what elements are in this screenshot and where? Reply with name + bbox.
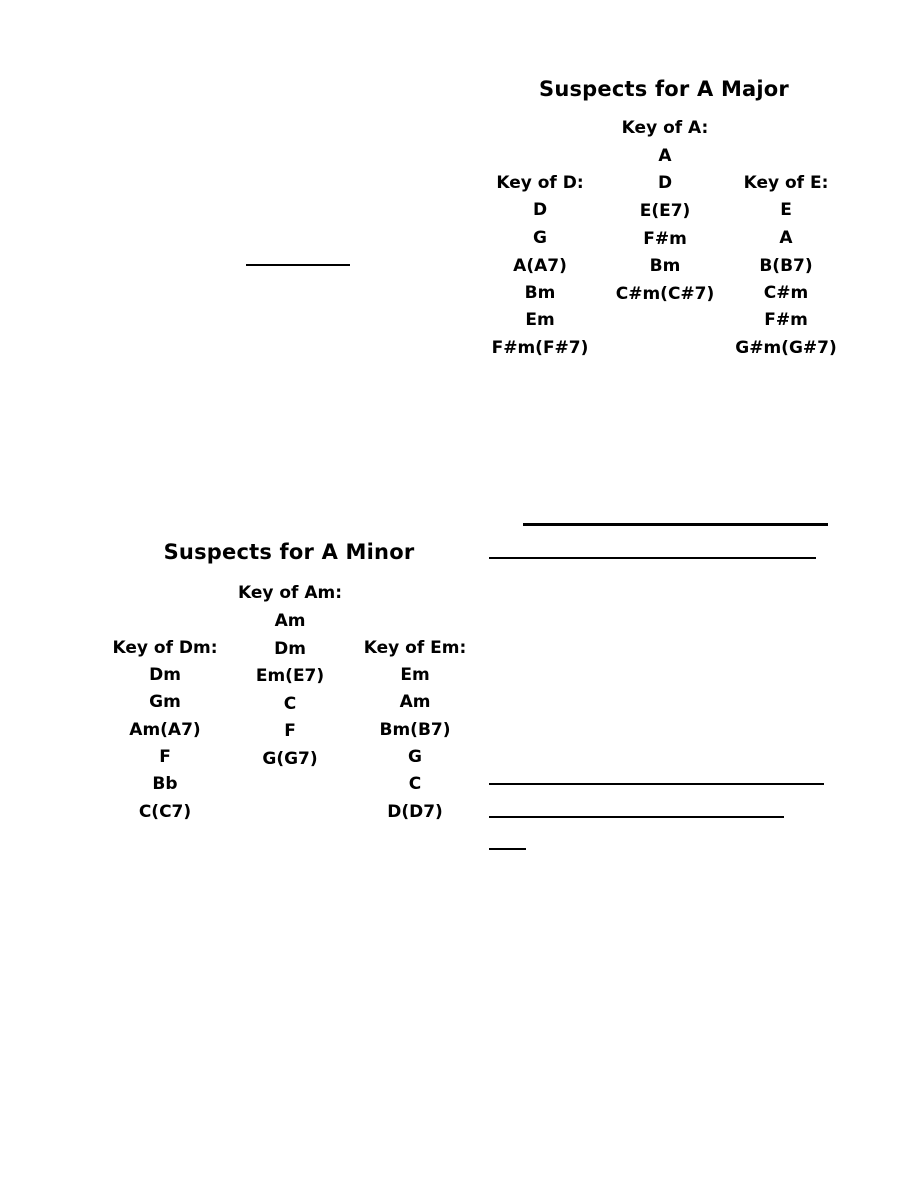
major-left-header: Key of D: (496, 173, 584, 193)
major-center-chord: D (657, 173, 673, 193)
major-center-chord: F#m (643, 229, 687, 249)
minor-left-chord: Am(A7) (129, 720, 201, 740)
major-left-chord: F#m(F#7) (491, 338, 589, 358)
rule-short-left (246, 264, 350, 266)
major-right-chord: G#m(G#7) (735, 338, 837, 358)
minor-right-chord: Bm(B7) (379, 720, 451, 740)
minor-center-chord: C (283, 694, 297, 714)
minor-right-chord: D(D7) (387, 802, 443, 822)
minor-right-chord: Em (400, 665, 430, 685)
major-right-chord: E (780, 200, 792, 220)
major-left-chord: G (533, 228, 547, 248)
major-left-chord: Em (525, 310, 555, 330)
minor-left-chord: C(C7) (138, 802, 192, 822)
major-center-chord: Bm (649, 256, 681, 276)
minor-right-chord: C (408, 774, 422, 794)
minor-center-chord: Dm (274, 639, 306, 659)
major-center-chord: E(E7) (639, 201, 691, 221)
major-center-chord: C#m(C#7) (615, 284, 715, 304)
major-left-chord: A(A7) (513, 256, 567, 276)
minor-center-chord: Am (274, 611, 306, 631)
minor-left-chord: Gm (149, 692, 181, 712)
minor-left-chord: F (159, 747, 171, 767)
minor-right-chord: Am (399, 692, 431, 712)
major-left-chord: Bm (524, 283, 556, 303)
major-center-header: Key of A: (621, 118, 709, 138)
major-right-chord: C#m (763, 283, 809, 303)
minor-left-chord: Bb (152, 774, 178, 794)
major-right-chord: B(B7) (759, 256, 813, 276)
rule-long-1 (523, 523, 828, 526)
minor-right-chord: G (408, 747, 422, 767)
major-left-chord: D (532, 200, 548, 220)
rule-long-4 (489, 816, 784, 818)
minor-right-header: Key of Em: (363, 638, 467, 658)
major-center-chord: A (658, 146, 672, 166)
rule-long-2 (489, 557, 816, 559)
minor-center-chord: G(G7) (262, 749, 318, 769)
rule-short-bottom (489, 848, 526, 850)
major-right-chord: F#m (764, 310, 808, 330)
minor-center-header: Key of Am: (237, 583, 343, 603)
major-right-chord: A (779, 228, 793, 248)
minor-center-chord: F (284, 721, 296, 741)
minor-left-chord: Dm (149, 665, 181, 685)
rule-long-3 (489, 783, 824, 785)
minor-title: Suspects for A Minor (163, 540, 415, 564)
major-right-header: Key of E: (743, 173, 829, 193)
minor-center-chord: Em(E7) (255, 666, 325, 686)
minor-left-header: Key of Dm: (112, 638, 218, 658)
major-title: Suspects for A Major (539, 77, 789, 101)
